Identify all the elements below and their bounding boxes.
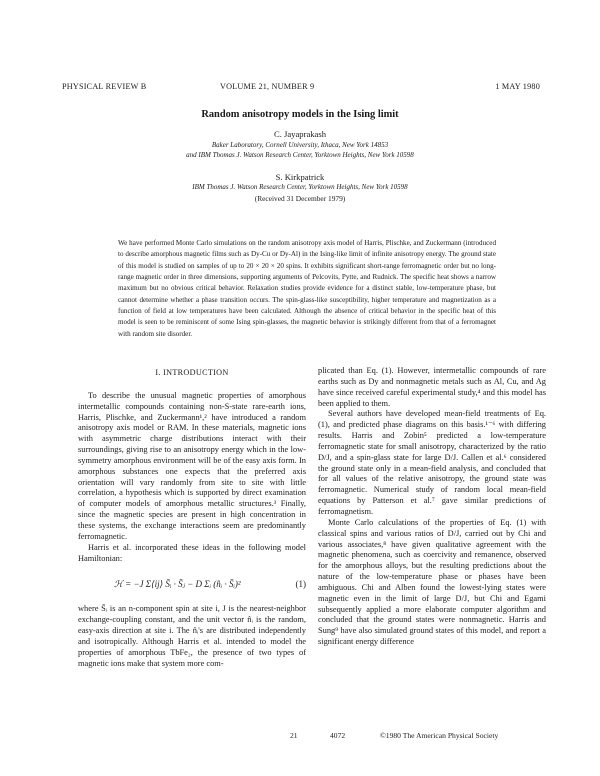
body-paragraph: where S̄ᵢ is an n-component spin at site i, J is the nearest-neighbor exchange-coupling constant, and the unit vector n̂ᵢ is the random, easy-axis direction at site i. The n̂ᵢ's are distributed independently and isotropically. Although Harris et al. intended to model the properties of amorphous TbFe₂, the presence of two types of magnetic ions make that system more com-	[78, 604, 306, 668]
left-column	[78, 368, 306, 669]
received-date: (Received 31 December 1979)	[254, 194, 346, 203]
paper-title: Random anisotropy models in the Ising limit	[201, 109, 399, 120]
equation-number: (1)	[295, 579, 306, 590]
article-number: 4072	[330, 731, 346, 740]
author-affiliation: Baker Laboratory, Cornell University, Ithaca, New York 14853	[211, 141, 389, 149]
body-paragraph: Several authors have developed mean-field treatments of Eq. (1), and predicted phase diagrams on this basis.¹⁻⁶ with differing results. Harris and Zobin⁵ predicted a low-temperature ferromagnetic state for small anisotropy, characterized by the ratio D/J, and a spin-glass state for large D/J. Callen et al.⁶ considered the ground state only in a mean-field analysis, and concluded that for all values of the relative anisotropy, the ground state was ferromagnetic. Numerical study of random local mean-field equations by Patterson et al.⁷ gave similar predictions of ferromagnetism.	[318, 409, 546, 516]
issue-date: 1 MAY 1980	[495, 82, 540, 91]
section-heading: I. INTRODUCTION	[155, 368, 229, 377]
equation-text: ℋ = −J Σ⟨ij⟩ S̄ᵢ · S̄ⱼ − D Σᵢ (n̂ᵢ · S̄ᵢ)²	[114, 579, 241, 590]
body-paragraph: To describe the unusual magnetic properties of amorphous intermetallic compounds containing non-S-state rare-earth ions, Harris, Plischke, and Zuckermann¹,² have introduced a random anisotropy axis model or RAM. In these materials, magnetic ions with asymmetric charge distributions interact with their surroundings, giving rise to an anisotropy energy which in the low-symmetry amorphous environment will be of the easy axis form. In amorphous substances one expects that the preferred axis orientation will vary randomly from site to site with little correlation, a hypothesis which is supported by direct examination of computer models of amorphous metallic structures.³ Finally, since the magnetic species are present in high concentration in these systems, the exchange interactions seem are predominantly ferromagnetic.	[78, 390, 306, 541]
journal-name: PHYSICAL REVIEW B	[62, 82, 147, 91]
abstract: We have performed Monte Carlo simulations on the random anisotropy axis model of Harris, Plischke, and Zuckermann (introduced to describe amorphous magnetic films such as Dy-Cu or Dy-Al) in the Ising-like limit of infinite anisotropy energy. The ground state of this model is studied on samples of up to 20 × 20 × 20 spins. It exhibits significant short-range ferromagnetic order but no long-range magnetic order in three dimensions, supporting arguments of Pelcovits, Pytte, and Rudnick. The specific heat shows a narrow maximum but no obvious critical behavior. Relaxation studies provide evidence for a distinct stable, low-temperature phase, but cannot determine whether a phase transition occurs. The spin-glass-like susceptibility, higher temperature and magnetization as a function of field at low temperatures have been calculated. Although the absence of critical behavior in the specific heat of this model is seen to be reminiscent of some Ising spin-glasses, the magnetic behavior is strikingly different from that of a ferromagnet with random site disorder.	[118, 239, 496, 338]
right-column	[318, 366, 546, 648]
author-affiliation: and IBM Thomas J. Watson Research Center, Yorktown Heights, New York 10598	[186, 151, 414, 159]
author-name: C. Jayaprakash	[273, 129, 327, 139]
equation	[78, 570, 306, 600]
page-number: 21	[290, 731, 298, 740]
copyright-notice: ©1980 The American Physical Society	[380, 731, 499, 740]
volume-number: VOLUME 21, NUMBER 9	[220, 82, 315, 91]
author-name: S. Kirkpatrick	[275, 172, 325, 182]
body-paragraph: Monte Carlo calculations of the properties of Eq. (1) with classical spins and various ratios of D/J, carried out by Chi and various associates,⁸ have given qualitative agreement with the magnetic phenomena, such as coercivity and remanence, observed for the amorphous alloys, but the resulting predictions about the nature of the low-temperature phase or phases have been ambiguous. Chi and Alben found the lowest-lying states were magnetic even in the limit of large D/J, but Chi and Egami subsequently applied a more elaborate computer algorithm and concluded that the ground states were nonmagnetic. Harris and Sung⁹ have also simulated ground states of this model, and report a significant energy difference	[318, 517, 546, 647]
author-affiliation: IBM Thomas J. Watson Research Center, Yorktown Heights, New York 10598	[192, 183, 408, 191]
body-paragraph: Harris et al. incorporated these ideas in the following model Hamiltonian:	[78, 542, 306, 563]
body-paragraph: plicated than Eq. (1). However, intermetallic compounds of rare earths such as Dy and nonmagnetic metals such as Al, Cu, and Ag have since received careful experimental study,⁴ and this model has been applied to them.	[318, 366, 546, 408]
